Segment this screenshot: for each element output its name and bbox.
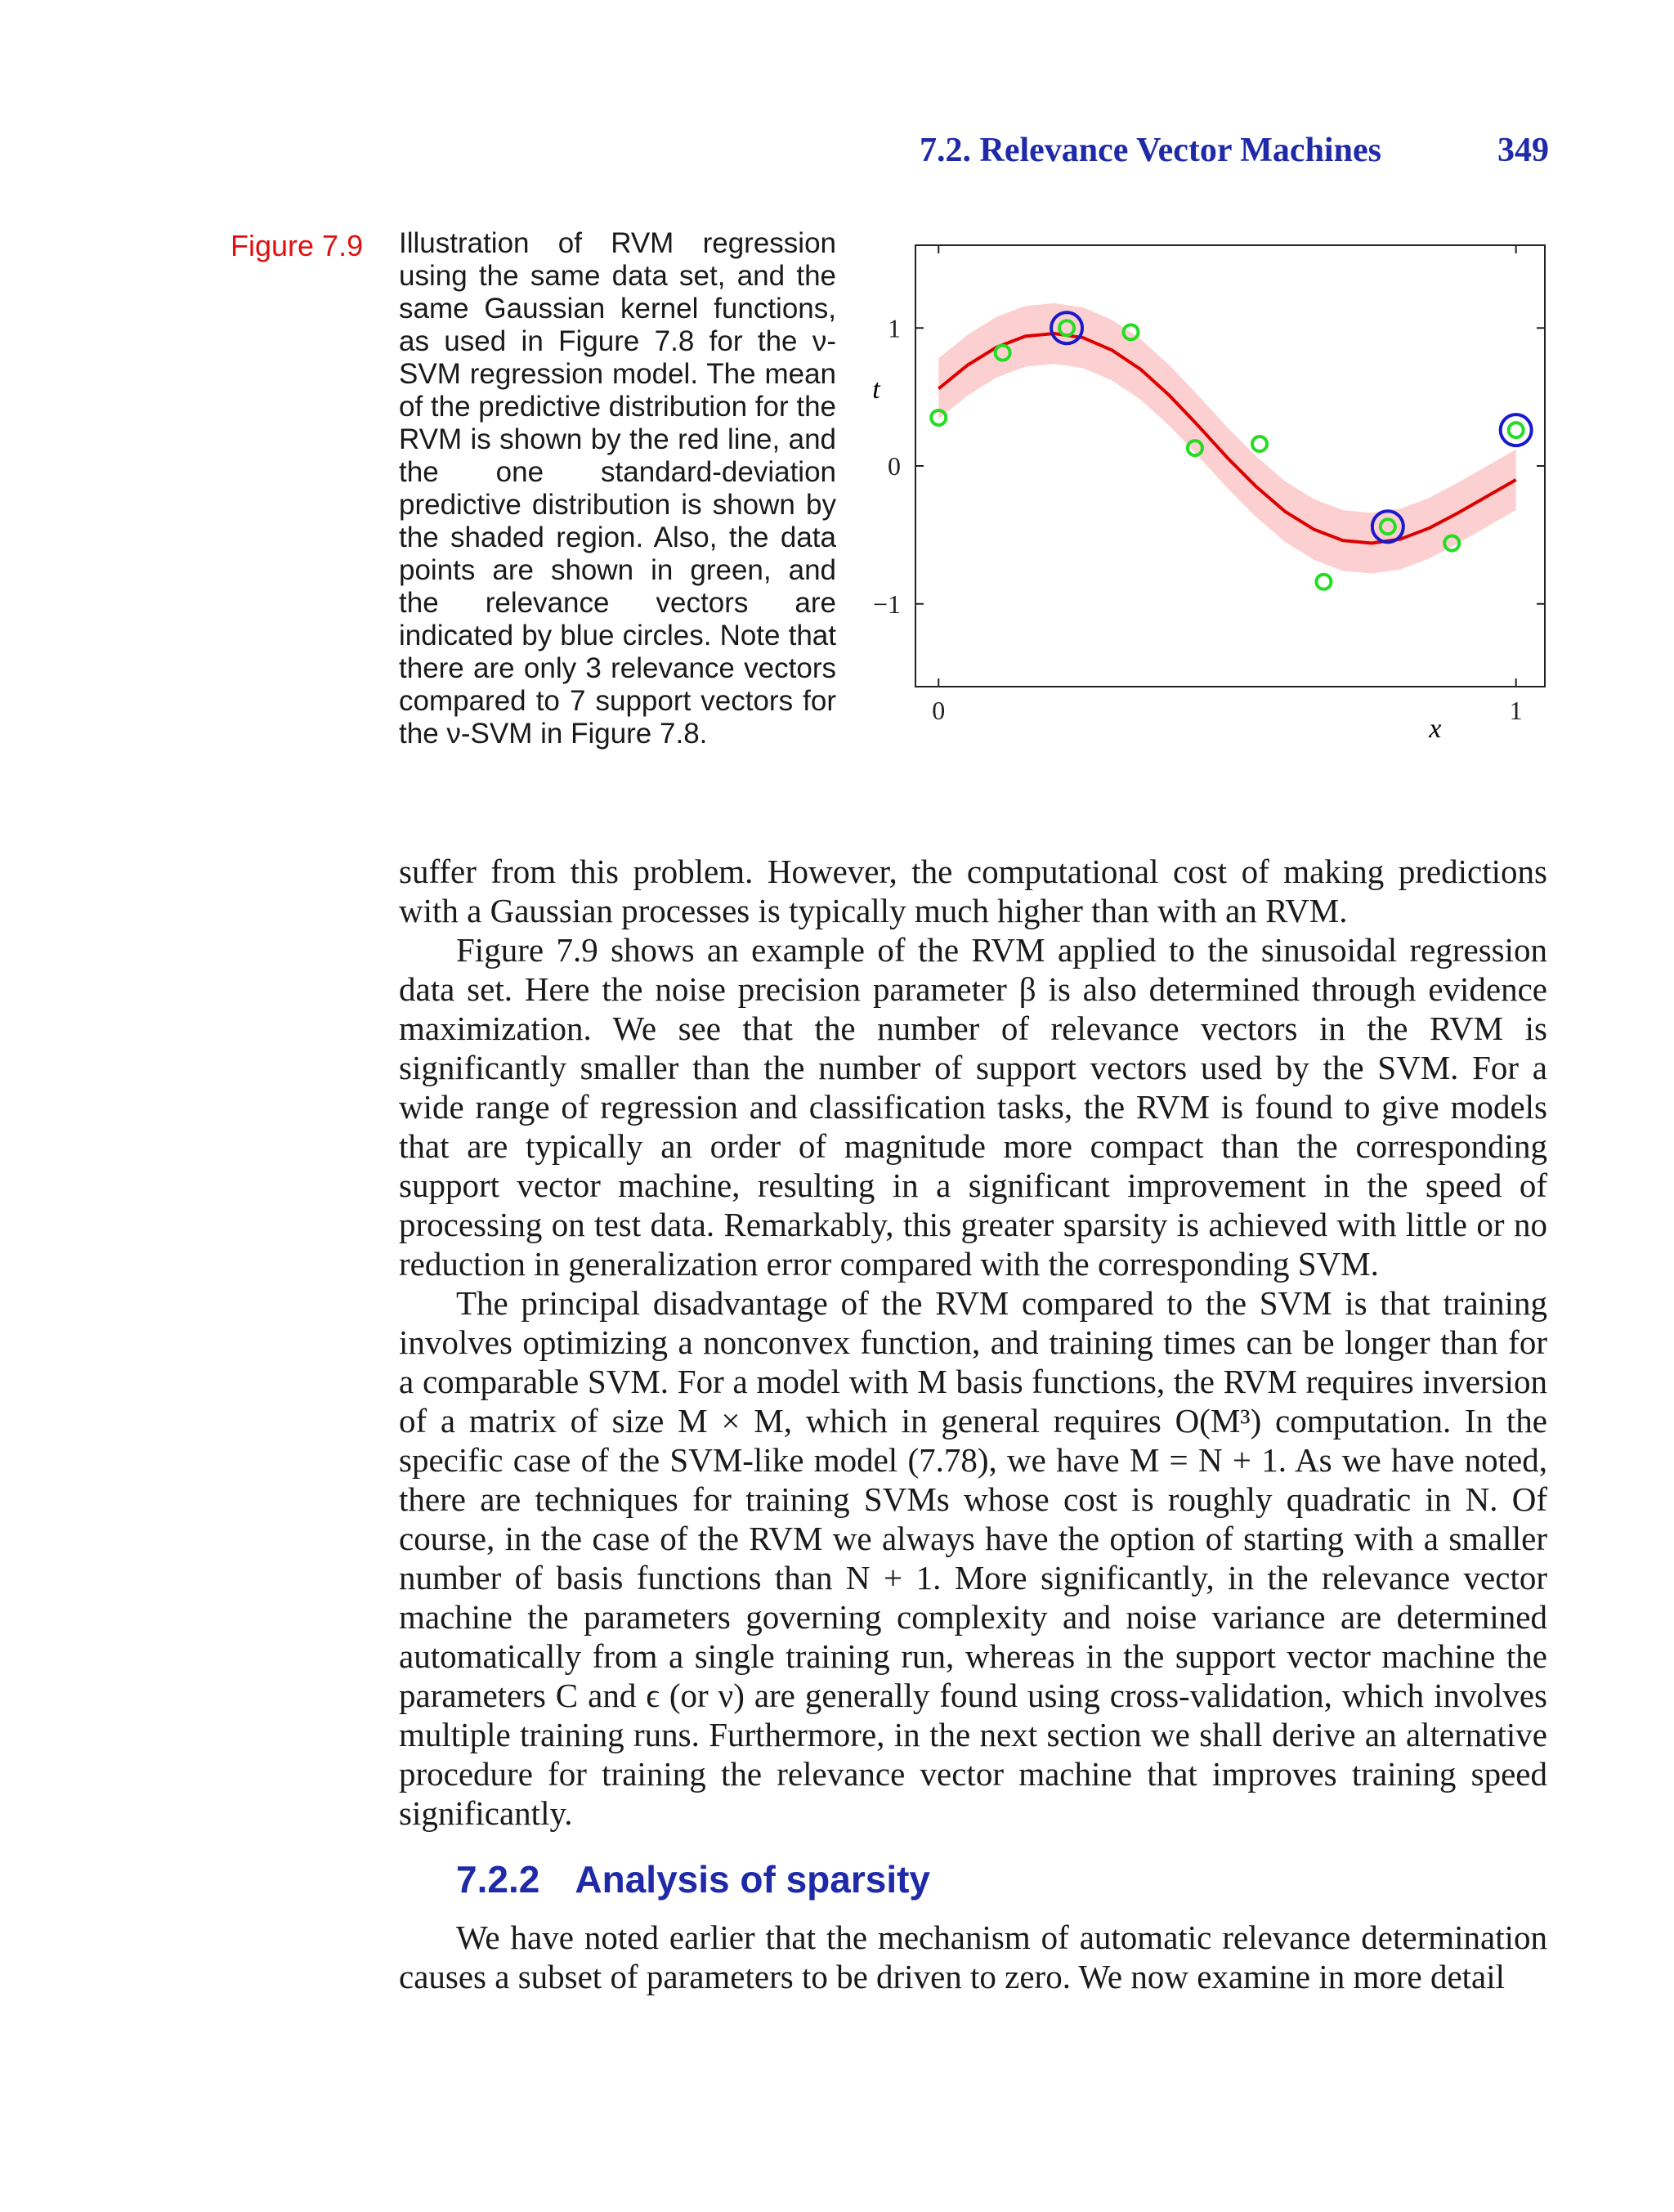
- figure-caption: Illustration of RVM regression using the same data set, and the same Gaussian kernel functions, as used in Figure 7.8 for the ν-SVM regression model. The mean of the predictive distribution for the RVM is shown by the red line, and the one standard-deviation predictive distribution is shown by the shaded region. Also, the data points are shown in green, and the relevance vectors are indicated by blue circles. Note that there are only 3 relevance vectors compared to 7 support vectors for the ν-SVM in Figure 7.8.: [399, 227, 837, 750]
- section-heading: [456, 1857, 930, 1901]
- paragraph-2: Figure 7.9 shows an example of the RVM applied to the sinusoidal regression data set. Here the noise precision parameter β is also determined through evidence maximization. We see that the number of relevance vectors in the RVM is significantly smaller than the number of support vectors used by the SVM. For a wide range of regression and classification tasks, the RVM is found to give models that are typically an order of magnitude more compact than the corresponding support vector machine, resulting in a significant improvement in the speed of processing on test data. Remarkably, this greater sparsity is achieved with little or no reduction in generalization error compared with the corresponding SVM.: [399, 931, 1547, 1283]
- x-tick-label: 0: [932, 696, 946, 725]
- page-number: 349: [1497, 132, 1549, 169]
- body-text-2: [399, 1918, 1547, 1996]
- paragraph-4: We have noted earlier that the mechanism of automatic relevance determination causes a subset of parameters to be driven to zero. We now examine in more detail: [399, 1919, 1547, 1995]
- rvm-regression-plot: [850, 229, 1553, 752]
- data-point: [1509, 423, 1524, 437]
- y-tick-label: −1: [872, 589, 901, 619]
- section-title: Analysis of sparsity: [575, 1858, 931, 1901]
- x-tick-label: 1: [1509, 696, 1523, 725]
- data-point: [931, 410, 946, 425]
- std-deviation-band: [938, 303, 1515, 574]
- body-text: [399, 852, 1547, 1833]
- running-header-title: 7.2. Relevance Vector Machines: [920, 132, 1381, 169]
- section-number: 7.2.2: [456, 1858, 540, 1901]
- figure-label: Figure 7.9: [231, 229, 364, 262]
- paragraph-3: The principal disadvantage of the RVM compared to the SVM is that training involves optimizing a nonconvex function, and training times can be longer than for a comparable SVM. For a model with M basis functions, the RVM requires inversion of a matrix of size M × M, which in general requires O(M³) computation. In the specific case of the SVM-like model (7.78), we have M = N + 1. As we have noted, there are techniques for training SVMs whose cost is roughly quadratic in N. Of course, in the case of the RVM we always have the option of starting with a smaller number of basis functions than N + 1. More significantly, in the relevance vector machine the parameters governing complexity and noise variance are determined automatically from a single training run, whereas in the support vector machine the parameters C and ϵ (or ν) are generally found using cross-validation, which involves multiple training runs. Furthermore, in the next section we shall derive an alternative procedure for training the relevance vector machine that improves training speed significantly.: [399, 1284, 1547, 1832]
- paragraph-1: suffer from this problem. However, the computational cost of making predictions with a Gaussian processes is typically much higher than with an RVM.: [399, 853, 1547, 929]
- y-tick-label: 0: [888, 451, 901, 481]
- y-tick-label: 1: [888, 313, 901, 343]
- data-point: [1316, 575, 1331, 589]
- data-point: [1252, 437, 1267, 451]
- y-axis-label: t: [872, 374, 880, 405]
- x-axis-label: x: [1429, 714, 1442, 744]
- relevance-vector-circle: [1501, 414, 1532, 446]
